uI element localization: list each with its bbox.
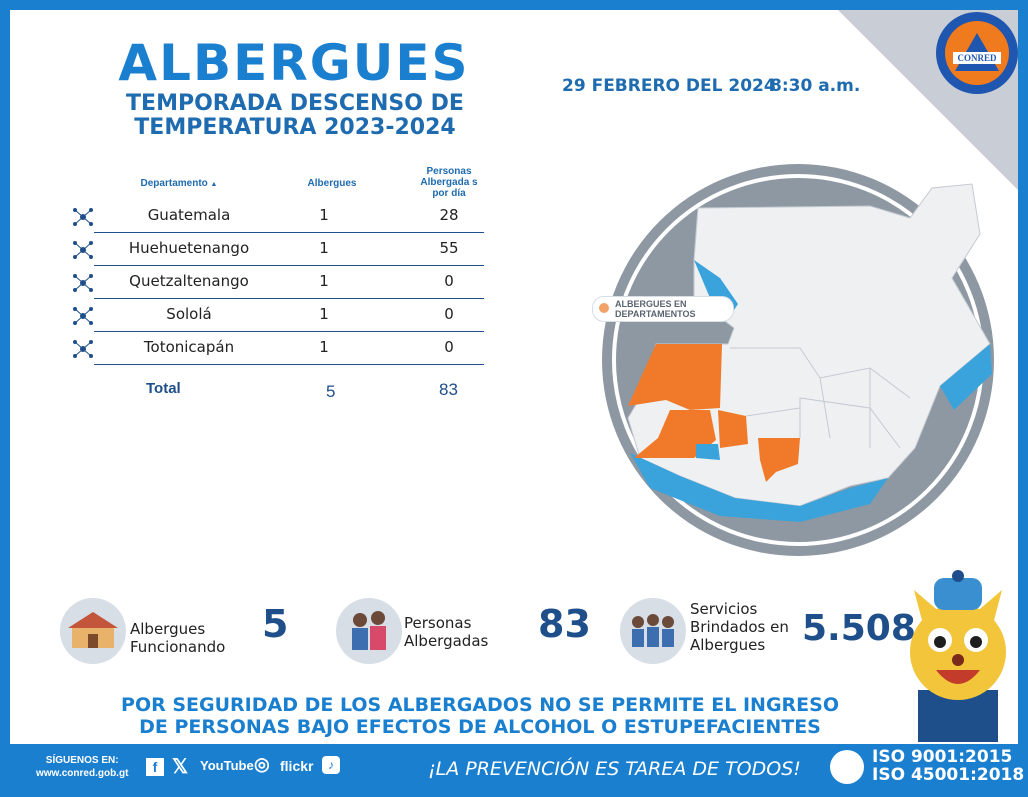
cell-personas: 0 [444, 272, 454, 290]
tiktok-icon[interactable]: ♪ [322, 756, 340, 774]
conred-logo [936, 12, 1018, 94]
cell-departamento: Totonicapán [143, 338, 235, 356]
safety-notice [80, 694, 880, 738]
header-personas: Personas Albergada s por día [420, 166, 478, 199]
stat-personas-label: Personas Albergadas [404, 614, 489, 650]
cell-departamento: Quetzaltenango [129, 272, 249, 290]
follow-us: SÍGUENOS EN: www.conred.gob.gt [36, 755, 129, 779]
website-link[interactable]: www.conred.gob.gt [36, 768, 129, 779]
cell-departamento: Sololá [166, 305, 212, 323]
cell-albergues: 1 [319, 206, 329, 224]
certification-seal-icon [830, 750, 864, 784]
house-icon [60, 598, 126, 664]
cell-personas: 55 [439, 239, 459, 257]
stat-albergues-value: 5 [262, 602, 289, 646]
notice-line-2: DE PERSONAS BAJO EFECTOS DE ALCOHOL O ESTUPEFACIENTES [139, 716, 821, 738]
slogan: ¡LA PREVENCIÓN ES TAREA DE TODOS! [428, 758, 801, 780]
cell-albergues: 1 [319, 338, 329, 356]
header-departamento[interactable]: Departamento ▲ [140, 178, 218, 189]
table-row [94, 200, 484, 233]
cell-personas: 28 [439, 206, 459, 224]
table-row [94, 233, 484, 266]
shelter-network-icon [72, 206, 94, 228]
logo-text: CONRED [953, 52, 1000, 64]
instagram-icon[interactable]: ◎ [254, 754, 270, 774]
cell-albergues: 1 [319, 239, 329, 257]
header-albergues: Albergues [307, 178, 357, 189]
map-legend-label: ALBERGUES EN DEPARTAMENTOS [615, 299, 696, 319]
total-personas: 83 [439, 380, 458, 399]
total-albergues: 5 [326, 382, 336, 401]
stat-servicios-value: 5.508 [802, 608, 916, 649]
flickr-icon[interactable]: flickr [280, 758, 314, 774]
cell-personas: 0 [444, 338, 454, 356]
page-subtitle [90, 92, 500, 140]
shelter-network-icon [72, 239, 94, 261]
stat-albergues-label: Albergues Funcionando [130, 620, 226, 656]
left-border [0, 0, 10, 797]
subtitle-line-2: TEMPERATURA 2023-2024 [134, 115, 456, 140]
family-icon [336, 598, 402, 664]
stat-personas-value: 83 [538, 602, 591, 646]
cell-personas: 0 [444, 305, 454, 323]
table-row [94, 299, 484, 332]
notice-line-1: POR SEGURIDAD DE LOS ALBERGADOS NO SE PERMITE EL INGRESO [121, 694, 839, 716]
cell-albergues: 1 [319, 272, 329, 290]
group-icon [620, 598, 686, 664]
page-title: ALBERGUES [118, 34, 470, 92]
shelter-network-icon [72, 338, 94, 360]
table-row [94, 266, 484, 299]
shelter-network-icon [72, 272, 94, 294]
cell-albergues: 1 [319, 305, 329, 323]
sort-up-icon: ▲ [210, 181, 218, 188]
report-date: 29 FEBRERO DEL 2024 [562, 76, 776, 96]
guatemala-map [570, 148, 1010, 568]
map-legend [592, 296, 734, 322]
total-label: Total [146, 380, 181, 397]
cell-departamento: Huehuetenango [128, 239, 250, 257]
table-row [94, 332, 484, 365]
orange-dot-icon [599, 303, 609, 313]
shelter-network-icon [72, 305, 94, 327]
footer-bar [0, 744, 1028, 797]
x-twitter-icon[interactable]: 𝕏 [172, 756, 189, 778]
report-time: 8:30 a.m. [770, 76, 861, 96]
cell-departamento: Guatemala [147, 206, 231, 224]
subtitle-line-1: TEMPORADA DESCENSO DE [126, 91, 464, 116]
stat-servicios-label: Servicios Brindados en Albergues [690, 600, 789, 654]
facebook-icon[interactable]: f [146, 758, 164, 776]
youtube-icon[interactable]: YouTube [200, 758, 254, 773]
mascot-illustration [896, 570, 1020, 742]
iso-certifications: ISO 9001:2015 ISO 45001:2018 [872, 747, 1025, 785]
